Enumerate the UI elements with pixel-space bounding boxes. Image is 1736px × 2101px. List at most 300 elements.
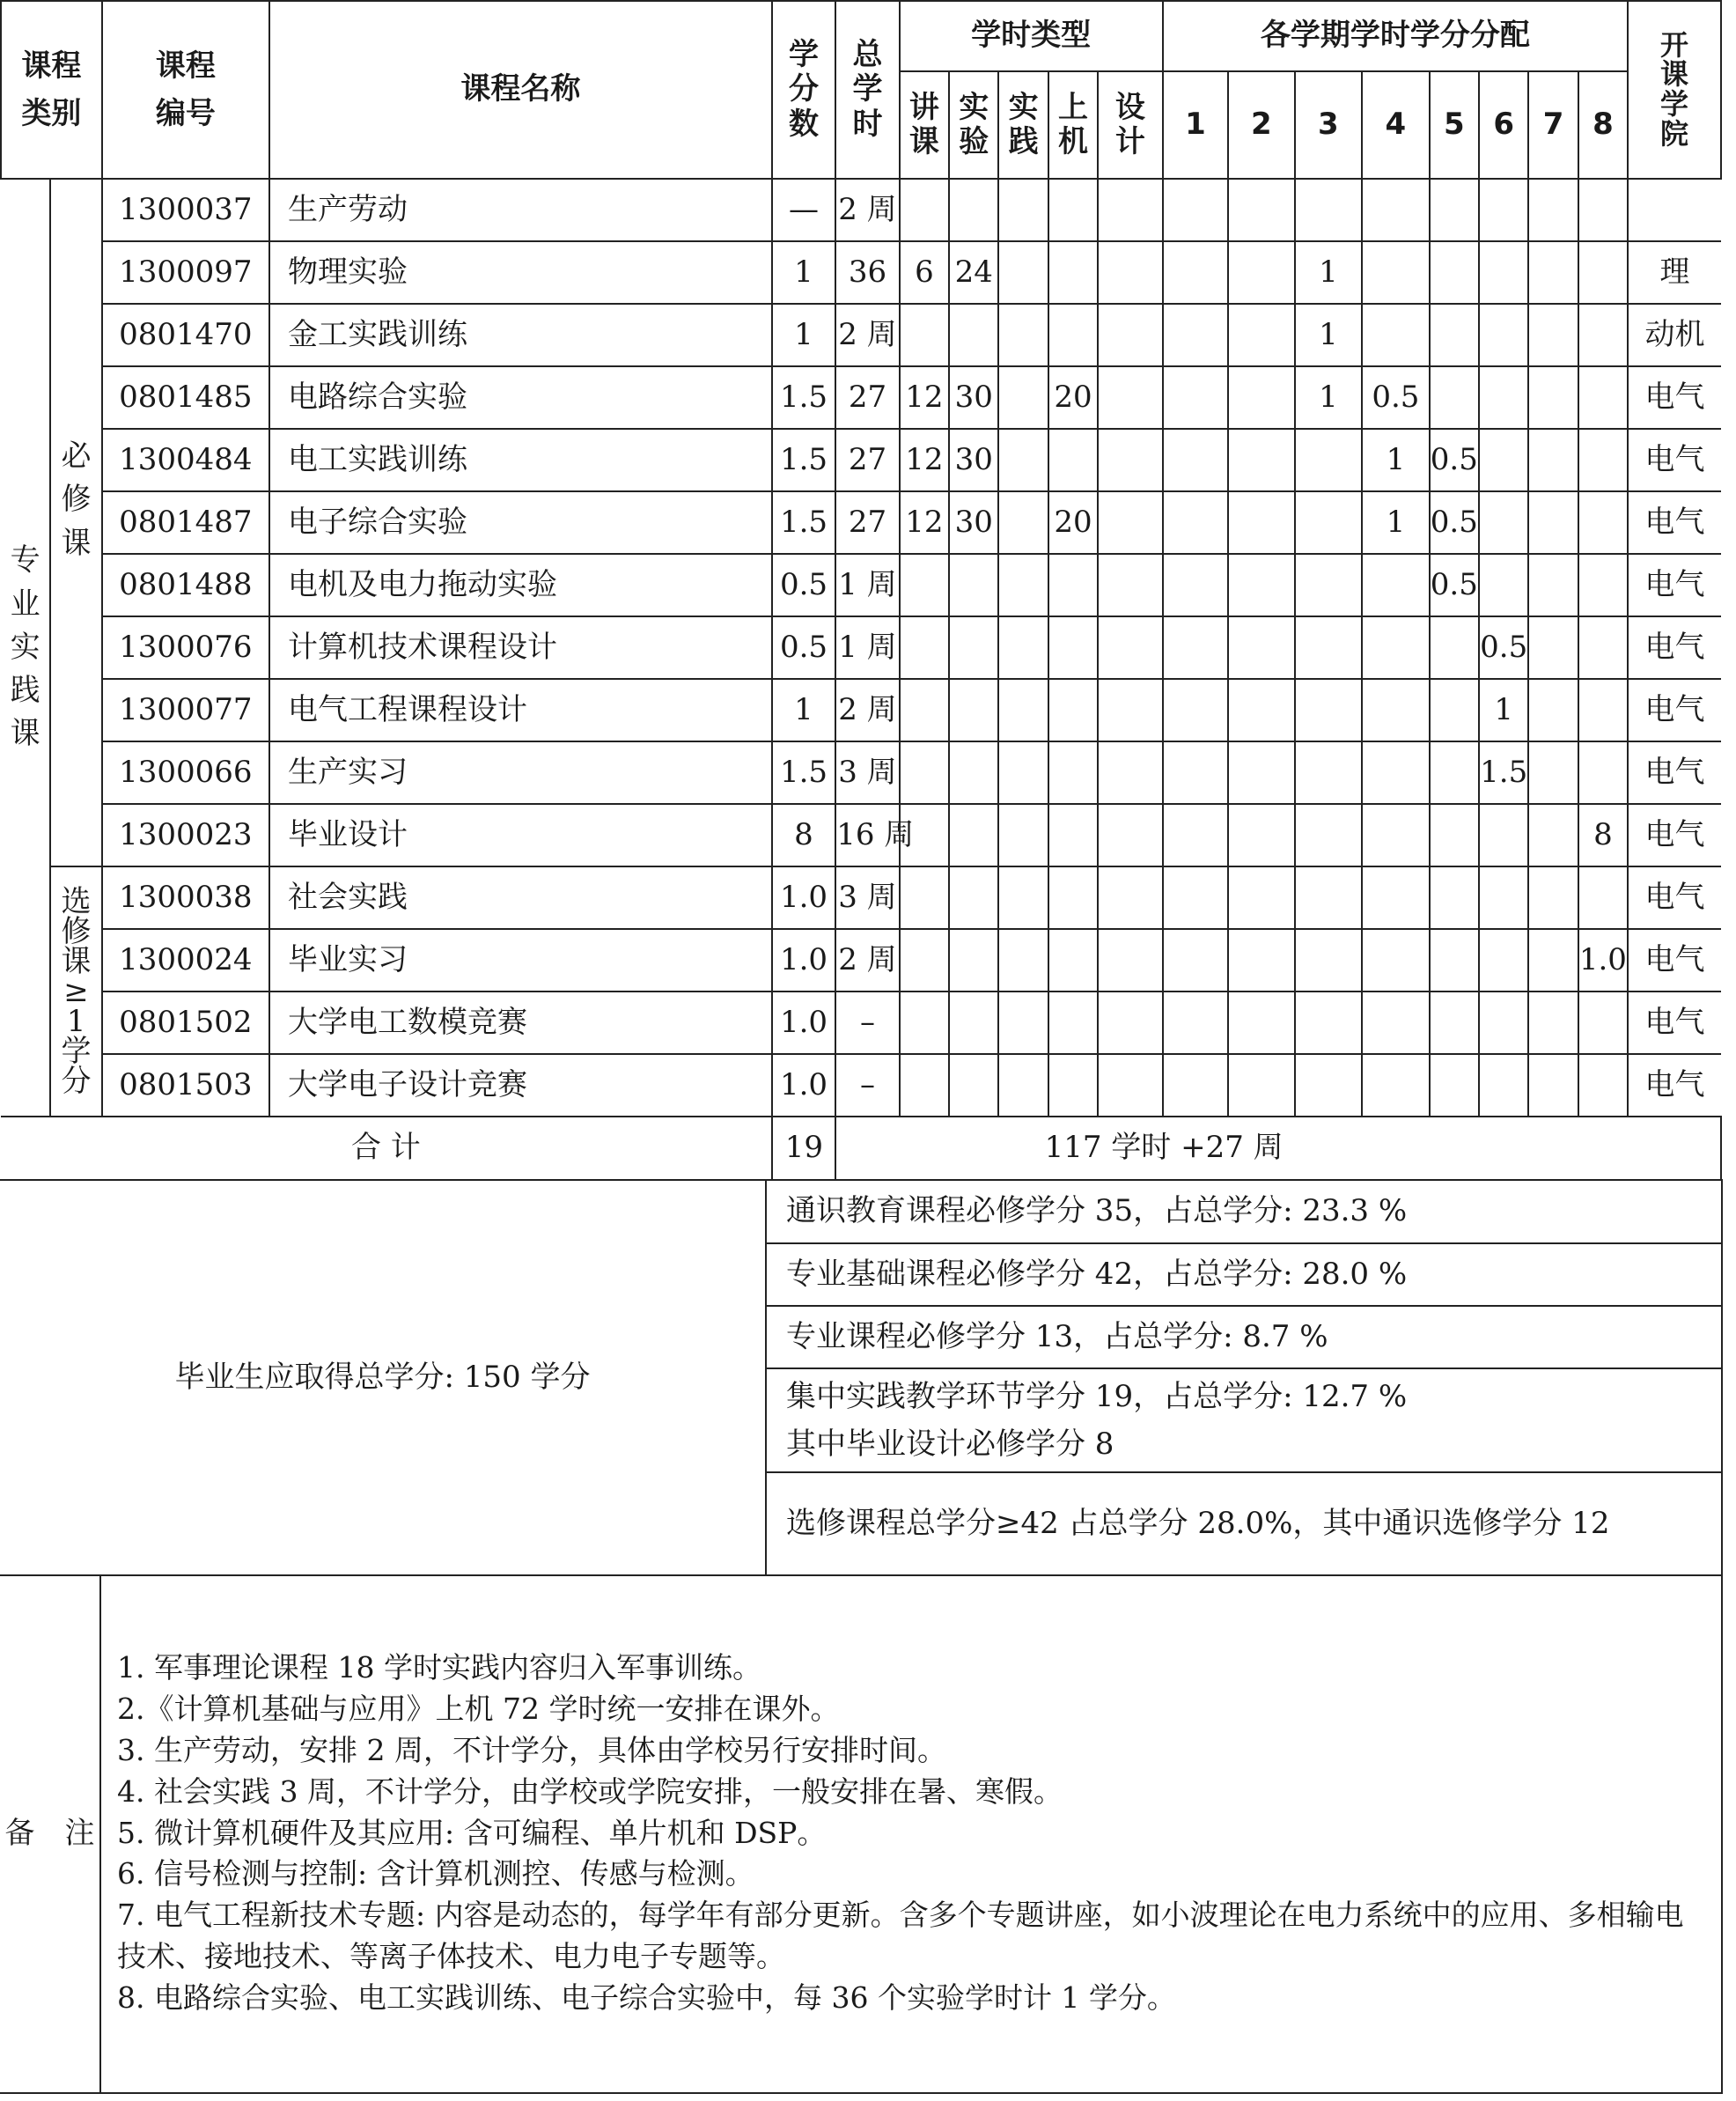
course-college: 电气 [1628,992,1721,1054]
table-row [1,491,1721,554]
note-item: 4. 社会实践 3 周，不计学分，由学校或学院安排，一般安排在暑、寒假。 [117,1773,1063,1809]
hour-type-cell-5 [1098,741,1163,804]
semester-cell-5: 0.5 [1430,429,1479,491]
semester-cell-5 [1430,304,1479,366]
course-name: 毕业设计 [269,804,772,866]
hour-type-cell-1: 12 [900,366,949,429]
course-code: 1300037 [102,179,269,241]
header-hour-type-2: 实 验 [949,71,998,179]
summary-table [0,1179,1723,1576]
summary-line-5: 选修课程总学分≥42 占总学分 28.0%，其中通识选修学分 12 [766,1472,1722,1575]
semester-cell-4 [1362,179,1430,241]
credits-header-char: 数 [789,106,819,142]
semester-cell-6 [1479,929,1528,992]
course-name: 物理实验 [269,241,772,304]
semester-cell-5 [1430,366,1479,429]
header-name: 课程名称 [269,1,772,179]
hour-type-cell-3 [998,1054,1048,1117]
course-total-hours: 2 周 [835,679,899,741]
semester-cell-5 [1430,679,1479,741]
header-semester-8: 8 [1578,71,1628,179]
college-header-char: 学 [1660,87,1689,121]
hour-type-cell-1 [900,679,949,741]
semester-cell-3 [1295,1054,1363,1117]
hour-type-cell-1 [900,554,949,616]
course-code: 0801488 [102,554,269,616]
course-college: 电气 [1628,616,1721,679]
header-semester-3: 3 [1295,71,1363,179]
semester-cell-4 [1362,741,1430,804]
course-total-hours: 2 周 [835,929,899,992]
college-header-char: 课 [1660,57,1689,92]
course-credits: 8 [772,804,835,866]
note-item: 8. 电路综合实验、电工实践训练、电子综合实验中，每 36 个实验学时计 1 学分。 [117,1980,1176,2015]
semester-cell-2 [1228,679,1295,741]
semester-cell-4 [1362,554,1430,616]
hour-type-cell-4 [1048,241,1098,304]
hour-type-cell-1 [900,179,949,241]
header-hour-type-1: 讲 课 [900,71,949,179]
course-credits: 1 [772,679,835,741]
semester-cell-8 [1578,741,1628,804]
notes-list [100,1575,1722,2093]
course-name: 生产劳动 [269,179,772,241]
hour-type-cell-4 [1048,866,1098,929]
semester-cell-7 [1528,241,1578,304]
course-college: 动机 [1628,304,1721,366]
hour-type-cell-4 [1048,679,1098,741]
semester-cell-5: 0.5 [1430,491,1479,554]
hour-type-cell-3 [998,679,1048,741]
semester-cell-1 [1163,304,1228,366]
header-hour-type-4: 上 机 [1048,71,1098,179]
semester-cell-8 [1578,491,1628,554]
course-total-hours: 16 周 [835,804,899,866]
hours-header-char: 时 [852,106,883,142]
course-credits: 1.5 [772,429,835,491]
semester-cell-4 [1362,304,1430,366]
semester-cell-6 [1479,1054,1528,1117]
course-credits: 1.0 [772,992,835,1054]
semester-cell-1 [1163,866,1228,929]
semester-cell-4 [1362,1054,1430,1117]
header-hour-type-3: 实 践 [998,71,1048,179]
header-semester-4: 4 [1362,71,1430,179]
course-credits: 1.0 [772,1054,835,1117]
hour-type-cell-2 [949,616,998,679]
course-college: 电气 [1628,366,1721,429]
college-header-char: 院 [1660,116,1689,151]
course-code: 0801503 [102,1054,269,1117]
note-item: 2.《计算机基础与应用》上机 72 学时统一安排在课外。 [117,1691,840,1726]
hour-type-cell-5 [1098,366,1163,429]
notes-label: 备 注 [0,1575,100,2093]
course-code: 1300023 [102,804,269,866]
hour-type-cell-2 [949,679,998,741]
course-total-hours: – [835,992,899,1054]
note-item: 7. 电气工程新技术专题: 内容是动态的，每学年有部分更新。含多个专题讲座，如小波理论在电力系统中的应用、多相输电技术、接地技术、等离子体技术、电力电子专题等。 [117,1898,1684,1974]
semester-cell-3 [1295,616,1363,679]
semester-cell-2 [1228,741,1295,804]
semester-cell-3 [1295,179,1363,241]
semester-cell-6 [1479,491,1528,554]
semester-cell-1 [1163,992,1228,1054]
semester-cell-3 [1295,554,1363,616]
hour-type-cell-1: 6 [900,241,949,304]
header-semester-6: 6 [1479,71,1528,179]
semester-cell-2 [1228,241,1295,304]
hour-type-cell-3 [998,179,1048,241]
semester-cell-7 [1528,304,1578,366]
semester-cell-2 [1228,616,1295,679]
hour-type-cell-4 [1048,929,1098,992]
semester-cell-1 [1163,679,1228,741]
table-row [1,616,1721,679]
header-semester-2: 2 [1228,71,1295,179]
course-code: 1300077 [102,679,269,741]
total-credits: 19 [772,1117,835,1180]
semester-cell-3: 1 [1295,241,1363,304]
semester-cell-6: 1 [1479,679,1528,741]
course-college: 电气 [1628,554,1721,616]
course-name: 生产实习 [269,741,772,804]
semester-cell-6 [1479,304,1528,366]
semester-cell-2 [1228,804,1295,866]
semester-cell-6 [1479,429,1528,491]
hour-type-cell-1 [900,1054,949,1117]
hour-type-cell-4 [1048,616,1098,679]
note-item: 6. 信号检测与控制: 含计算机测控、传感与检测。 [117,1856,754,1891]
semester-cell-7 [1528,741,1578,804]
summary-line-2: 专业基础课程必修学分 42，占总学分: 28.0 % [766,1243,1722,1306]
hour-type-cell-5 [1098,679,1163,741]
course-credits: 1 [772,241,835,304]
hour-type-cell-2: 24 [949,241,998,304]
course-name: 计算机技术课程设计 [269,616,772,679]
course-name: 电机及电力拖动实验 [269,554,772,616]
notes-table [0,1574,1723,2094]
course-code: 0801502 [102,992,269,1054]
hour-type-cell-3 [998,741,1048,804]
semester-cell-1 [1163,1054,1228,1117]
note-item: 1. 军事理论课程 18 学时实践内容归入军事训练。 [117,1650,761,1685]
hour-type-cell-3 [998,304,1048,366]
hour-type-cell-5 [1098,866,1163,929]
course-total-hours: 27 [835,366,899,429]
hour-type-cell-3 [998,804,1048,866]
semester-cell-8 [1578,179,1628,241]
category-elective: 选 修 课 ≥ 1 学 分 [50,866,101,1117]
semester-cell-8 [1578,679,1628,741]
header-total-hours [835,1,899,179]
semester-cell-3 [1295,804,1363,866]
semester-cell-2 [1228,179,1295,241]
course-total-hours: 1 周 [835,616,899,679]
semester-cell-3: 1 [1295,304,1363,366]
credits-header-char: 学 [789,37,819,73]
table-row [1,929,1721,992]
semester-cell-4 [1362,804,1430,866]
hour-type-cell-5 [1098,929,1163,992]
semester-cell-4 [1362,866,1430,929]
table-row [1,866,1721,929]
semester-cell-4 [1362,929,1430,992]
semester-cell-3 [1295,929,1363,992]
hour-type-cell-5 [1098,554,1163,616]
course-total-hours: 2 周 [835,179,899,241]
course-college: 电气 [1628,679,1721,741]
semester-cell-2 [1228,1054,1295,1117]
hours-header-char: 总 [852,37,883,73]
summary-line-4 [766,1368,1722,1472]
table-row [1,366,1721,429]
header-credits [772,1,835,179]
semester-cell-8 [1578,304,1628,366]
semester-cell-6 [1479,866,1528,929]
header-college [1628,1,1721,179]
course-total-hours: 3 周 [835,866,899,929]
note-item: 5. 微计算机硬件及其应用: 含可编程、单片机和 DSP。 [117,1815,827,1850]
table-row [1,804,1721,866]
semester-cell-7 [1528,1054,1578,1117]
course-total-hours: 1 周 [835,554,899,616]
semester-cell-4: 1 [1362,429,1430,491]
semester-cell-3 [1295,741,1363,804]
hour-type-cell-3 [998,866,1048,929]
hour-type-cell-2 [949,179,998,241]
semester-cell-3 [1295,491,1363,554]
semester-cell-8 [1578,992,1628,1054]
course-code: 1300066 [102,741,269,804]
course-credits: 1.5 [772,491,835,554]
semester-cell-1 [1163,616,1228,679]
semester-cell-6 [1479,804,1528,866]
hour-type-cell-2 [949,804,998,866]
hour-type-cell-2 [949,304,998,366]
course-credits: 0.5 [772,554,835,616]
semester-cell-7 [1528,804,1578,866]
semester-cell-4 [1362,992,1430,1054]
semester-cell-2 [1228,491,1295,554]
semester-cell-8 [1578,241,1628,304]
course-credits: 1.0 [772,866,835,929]
semester-cell-7 [1528,992,1578,1054]
table-row [1,241,1721,304]
summary-line-4b: 其中毕业设计必修学分 8 [786,1426,1114,1462]
course-credits: 1.0 [772,929,835,992]
semester-cell-8 [1578,429,1628,491]
course-college: 理 [1628,241,1721,304]
semester-cell-3 [1295,679,1363,741]
hour-type-cell-2 [949,929,998,992]
course-code: 1300484 [102,429,269,491]
semester-cell-1 [1163,241,1228,304]
course-name: 电子综合实验 [269,491,772,554]
semester-cell-1 [1163,491,1228,554]
semester-cell-3 [1295,429,1363,491]
semester-cell-5 [1430,992,1479,1054]
course-total-hours: 3 周 [835,741,899,804]
semester-cell-6 [1479,992,1528,1054]
semester-cell-3 [1295,992,1363,1054]
course-credits: — [772,179,835,241]
semester-cell-5 [1430,741,1479,804]
summary-line-3: 专业课程必修学分 13，占总学分: 8.7 % [766,1306,1722,1368]
course-credits: 1 [772,304,835,366]
table-row [1,179,1721,241]
semester-cell-1 [1163,804,1228,866]
header-semester-5: 5 [1430,71,1479,179]
semester-cell-2 [1228,866,1295,929]
table-row [1,554,1721,616]
hour-type-cell-5 [1098,616,1163,679]
header-semester-1: 1 [1163,71,1228,179]
header-semester-7: 7 [1528,71,1578,179]
course-code: 1300024 [102,929,269,992]
hour-type-cell-3 [998,929,1048,992]
semester-cell-5 [1430,241,1479,304]
semester-cell-1 [1163,554,1228,616]
hour-type-cell-1 [900,741,949,804]
hour-type-cell-1 [900,929,949,992]
semester-cell-2 [1228,929,1295,992]
summary-line-1: 通识教育课程必修学分 35，占总学分: 23.3 % [766,1180,1722,1243]
semester-cell-8 [1578,554,1628,616]
hour-type-cell-3 [998,554,1048,616]
course-name: 毕业实习 [269,929,772,992]
semester-cell-4: 1 [1362,491,1430,554]
table-row [1,741,1721,804]
semester-cell-2 [1228,304,1295,366]
hour-type-cell-2: 30 [949,366,998,429]
hours-header-char: 学 [852,71,883,107]
hour-type-cell-1: 12 [900,429,949,491]
semester-cell-4 [1362,616,1430,679]
semester-cell-8 [1578,616,1628,679]
semester-cell-5 [1430,866,1479,929]
semester-cell-4 [1362,241,1430,304]
semester-cell-4 [1362,679,1430,741]
hour-type-cell-5 [1098,304,1163,366]
semester-cell-1 [1163,429,1228,491]
table-row [1,429,1721,491]
category-main: 专 业 实 践 课 [1,179,50,1117]
semester-cell-4: 0.5 [1362,366,1430,429]
semester-cell-6 [1479,179,1528,241]
hour-type-cell-4 [1048,179,1098,241]
course-credits: 1.5 [772,366,835,429]
hour-type-cell-4 [1048,554,1098,616]
course-college: 电气 [1628,866,1721,929]
course-college: 电气 [1628,491,1721,554]
credits-header-char: 分 [789,71,819,107]
header-hour-type-5: 设 计 [1098,71,1163,179]
hour-type-cell-5 [1098,491,1163,554]
course-college: 电气 [1628,741,1721,804]
total-label: 合 计 [1,1117,772,1180]
semester-cell-2 [1228,554,1295,616]
semester-cell-1 [1163,179,1228,241]
hour-type-cell-4 [1048,741,1098,804]
header-semester-dist: 各学期学时学分分配 [1163,1,1628,71]
semester-cell-8: 8 [1578,804,1628,866]
hour-type-cell-3 [998,992,1048,1054]
course-credits: 0.5 [772,616,835,679]
semester-cell-5 [1430,1054,1479,1117]
course-college: 电气 [1628,429,1721,491]
hour-type-cell-3 [998,366,1048,429]
hour-type-cell-1 [900,616,949,679]
course-total-hours: 2 周 [835,304,899,366]
hour-type-cell-3 [998,616,1048,679]
semester-cell-7 [1528,866,1578,929]
note-item: 3. 生产劳动，安排 2 周，不计学分，具体由学校另行安排时间。 [117,1732,946,1767]
semester-cell-7 [1528,366,1578,429]
semester-cell-7 [1528,679,1578,741]
semester-cell-5 [1430,804,1479,866]
hour-type-cell-1 [900,866,949,929]
semester-cell-5 [1430,929,1479,992]
hour-type-cell-5 [1098,992,1163,1054]
semester-cell-1 [1163,366,1228,429]
course-name: 电气工程课程设计 [269,679,772,741]
table-row [1,679,1721,741]
semester-cell-7 [1528,554,1578,616]
table-row [1,1054,1721,1117]
header-hour-types: 学时类型 [900,1,1163,71]
hour-type-cell-3 [998,241,1048,304]
graduation-credits: 毕业生应取得总学分: 150 学分 [0,1180,766,1575]
course-name: 社会实践 [269,866,772,929]
course-total-hours: – [835,1054,899,1117]
hour-type-cell-5 [1098,429,1163,491]
course-name: 金工实践训练 [269,304,772,366]
semester-cell-7 [1528,179,1578,241]
header-code: 课程 编号 [102,1,269,179]
hour-type-cell-2: 30 [949,429,998,491]
course-name: 电工实践训练 [269,429,772,491]
college-header-char: 开 [1660,27,1689,62]
hour-type-cell-1 [900,304,949,366]
hour-type-cell-2 [949,1054,998,1117]
hour-type-cell-1 [900,992,949,1054]
hour-type-cell-2 [949,741,998,804]
semester-cell-2 [1228,992,1295,1054]
semester-cell-8: 1.0 [1578,929,1628,992]
semester-cell-2 [1228,366,1295,429]
semester-cell-3: 1 [1295,366,1363,429]
course-code: 0801485 [102,366,269,429]
hour-type-cell-2 [949,554,998,616]
semester-cell-3 [1295,866,1363,929]
hour-type-cell-4 [1048,304,1098,366]
course-college [1628,179,1721,241]
course-total-hours: 27 [835,429,899,491]
semester-cell-5 [1430,179,1479,241]
semester-cell-7 [1528,616,1578,679]
hour-type-cell-4: 20 [1048,366,1098,429]
hour-type-cell-4 [1048,992,1098,1054]
total-hours: 117 学时 +27 周 [835,1117,1721,1180]
hour-type-cell-1: 12 [900,491,949,554]
hour-type-cell-5 [1098,241,1163,304]
course-code: 0801487 [102,491,269,554]
hour-type-cell-2 [949,992,998,1054]
hour-type-cell-2: 30 [949,491,998,554]
course-college: 电气 [1628,929,1721,992]
summary-line-4a: 集中实践教学环节学分 19，占总学分: 12.7 % [786,1378,1408,1414]
course-code: 1300097 [102,241,269,304]
